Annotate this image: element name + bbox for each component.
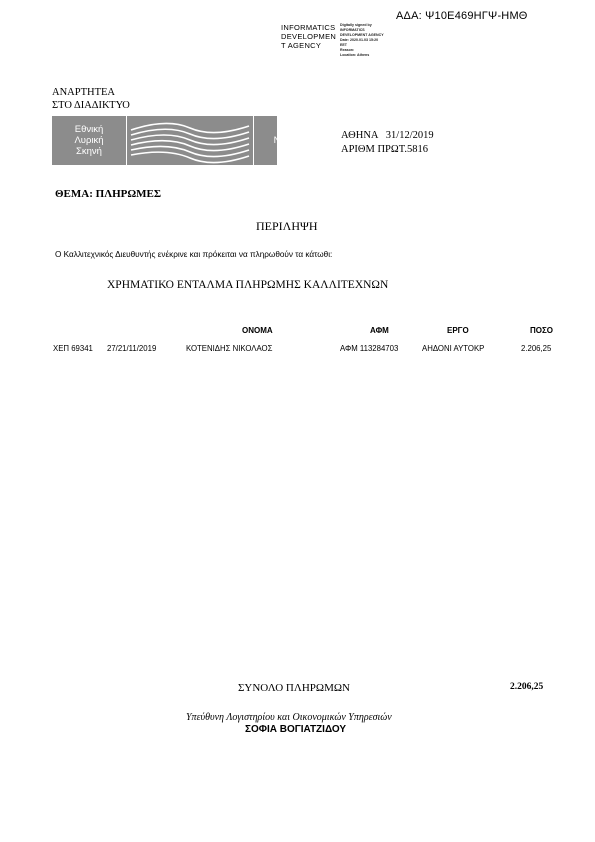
- signature-detail: Reason:: [340, 48, 355, 52]
- greek-national-opera-logo: [52, 116, 309, 165]
- mandate-title: ΧΡΗΜΑΤΙΚΟ ΕΝΤΑΛΜΑ ΠΛΗΡΩΜΗΣ ΚΑΛΛΙΤΕΧΝΩΝ: [107, 279, 389, 291]
- signature-line: INFORMATICS: [281, 23, 336, 32]
- city-date: ΑΘΗΝΑ 31/12/2019: [341, 130, 434, 141]
- responsible-name: ΣΟΦΙΑ ΒΟΓΙΑΤΖΙΔΟΥ: [245, 724, 347, 735]
- digital-signature-name: [281, 23, 336, 50]
- subject-line: ΘΕΜΑ: ΠΛΗΡΩΜΕΣ: [55, 188, 162, 200]
- signature-detail: Location: Athens: [340, 53, 370, 57]
- logo-greek-text: [52, 116, 126, 165]
- column-header-afm: ΑΦΜ: [370, 326, 389, 335]
- payee-afm: ΑΦΜ 113284703: [340, 344, 399, 353]
- signature-detail: INFORMATICS: [340, 28, 365, 32]
- payee-name: ΚΟΤΕΝΙΔΗΣ ΝΙΚΟΛΑΟΣ: [186, 344, 273, 353]
- payment-date: 27/21/11/2019: [107, 344, 157, 353]
- signature-detail: Digitally signed by: [340, 23, 372, 27]
- signature-line: T AGENCY: [281, 41, 322, 50]
- logo-english-text: [254, 116, 328, 165]
- column-header-amount: ΠΟΣΟ: [530, 326, 554, 335]
- total-value: 2.206,25: [510, 682, 544, 692]
- signature-detail: DEVELOPMENT AGENCY: [340, 33, 384, 37]
- logo-line: Εθνική: [74, 124, 104, 135]
- posted-online-note: [52, 86, 130, 112]
- column-header-work: ΕΡΓΟ: [447, 326, 469, 335]
- digital-signature-details: [340, 23, 384, 58]
- responsible-title: Υπεύθυνη Λογιστηρίου και Οικονομικών Υπηρεσιών: [186, 712, 392, 723]
- payment-amount: 2.206,25: [521, 344, 552, 353]
- protocol-number: ΑΡΙΘΜ ΠΡΩΤ.5816: [341, 144, 428, 155]
- logo-wave-icon: [127, 116, 253, 165]
- intro-text: Ο Καλλιτεχνικός Διευθυντής ενέκρινε και πρόκειται να πληρωθούν τα κάτωθι:: [55, 250, 333, 259]
- posted-line: ΑΝΑΡΤΗΤΕΑ: [52, 87, 115, 98]
- total-label: ΣΥΝΟΛΟ ΠΛΗΡΩΜΩΝ: [238, 682, 350, 694]
- column-header-name: ΟΝΟΜΑ: [242, 326, 273, 335]
- signature-detail: Date: 2020.01.03 15:20: [340, 38, 379, 42]
- payment-code: ΧΕΠ 69341: [53, 344, 93, 353]
- logo-line: National: [273, 135, 309, 146]
- logo-line: Opera: [277, 146, 305, 157]
- logo-line: Σκηνή: [76, 146, 102, 157]
- logo-line: Greek: [278, 124, 304, 135]
- logo-line: Λυρική: [74, 135, 104, 146]
- posted-line: ΣΤΟ ΔΙΑΔΙΚΤΥΟ: [52, 100, 130, 111]
- work-title: ΑΗΔΟΝΙ ΑΥΤΟΚΡ: [422, 344, 485, 353]
- date-block: [341, 129, 434, 157]
- ada-code: ΑΔΑ: Ψ10Ε469ΗΓΨ-ΗΜΘ: [396, 10, 528, 22]
- signature-detail: EET: [340, 43, 347, 47]
- signature-line: DEVELOPMEN: [281, 32, 337, 41]
- summary-title: ΠΕΡΙΛΗΨΗ: [256, 219, 318, 233]
